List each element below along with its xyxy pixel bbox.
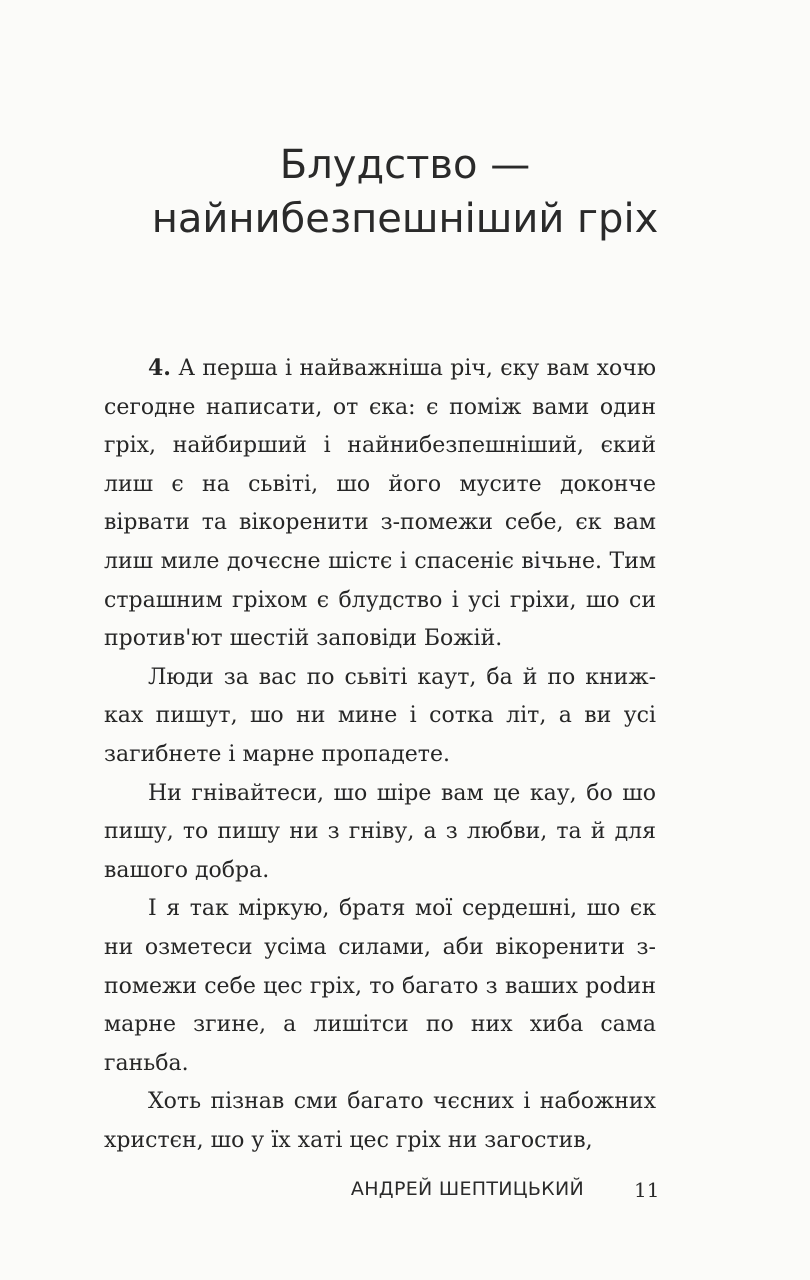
chapter-title-line-2: найнибезпешніший гріх <box>151 196 659 242</box>
paragraph-number: 4. <box>148 355 171 381</box>
running-footer <box>0 1178 810 1208</box>
body-text <box>104 349 656 1160</box>
chapter-title <box>0 138 810 246</box>
paragraph-3: Ни гнівайтеси, шо шіре вам це кау, бо шо пишу, то пишу ни з гніву, а з любви, та й для вашого добра. <box>104 780 656 883</box>
paragraph-5: Хоть пізнав сми багато чєсних і набожних христєн, шо у їх хаті цес гріх ни загостив, <box>104 1089 656 1153</box>
chapter-title-line-1: Блудство — <box>279 142 531 188</box>
paragraph-2: Люди за вас по сьвіті каут, ба й по книжках пишут, шо ни мине і сотка літ, а ви усі загибнете і марне пропадете. <box>104 664 656 767</box>
page-number: 11 <box>634 1178 660 1202</box>
paragraph-1 <box>104 349 656 659</box>
paragraph-4: І я так міркую, братя мої сердешні, шо єк ни озметеси усіма силами, аби вікоренити з-помежи себе цес гріх, то багато з ваших роdин марне згине, а лишітси по них хиба сама ганьба. <box>104 896 656 1076</box>
paragraph-text: А перша і найважніша річ, єку вам хочю сегодне написати, от єка: є поміж вами один гріх, найбирший і найнибезпешніший, єкий лиш є на сьвіті, шо його мусите доконче вірвати та вікоренити з-помежи себе, єк вам лиш миле дочєсне шістє і спасеніє вічьне. Тим страшним гріхом є блудство і усі гріхи, шо си против'ют шестій заповіди Божій. <box>104 356 656 652</box>
running-footer-author: АНДРЕЙ ШЕПТИЦЬКИЙ <box>350 1178 584 1200</box>
